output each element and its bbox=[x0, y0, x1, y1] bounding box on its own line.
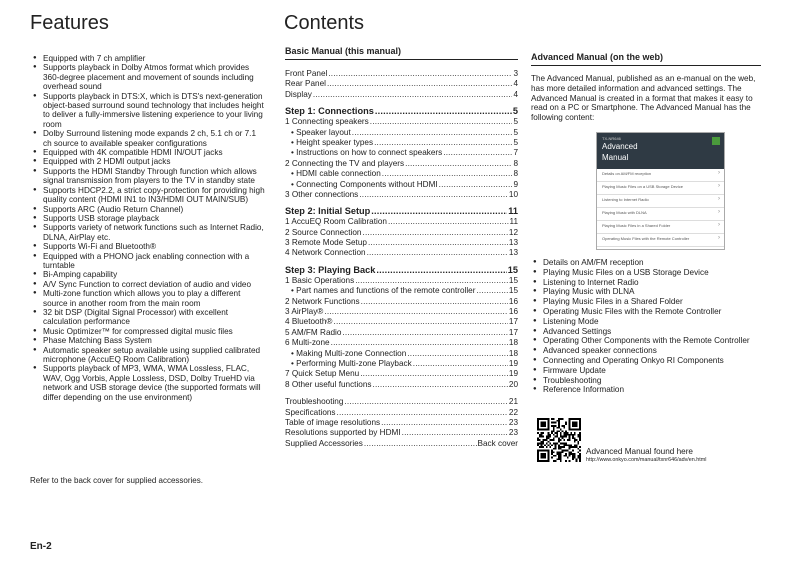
toc-entry-label: 3 Other connections bbox=[285, 189, 359, 199]
contents-title: Contents bbox=[284, 12, 365, 34]
toc-entry-page: 16 bbox=[508, 296, 518, 306]
toc-entry-label: Supplied Accessories bbox=[285, 438, 363, 448]
toc-leader-dots bbox=[333, 317, 507, 327]
advanced-manual-contents bbox=[533, 258, 763, 395]
toc-entry bbox=[285, 369, 518, 379]
qr-label: Advanced Manual found here bbox=[586, 447, 693, 456]
features-title: Features bbox=[30, 12, 109, 34]
toc-entry-page: 13 bbox=[508, 238, 518, 248]
toc-entry-label: 8 Other useful functions bbox=[285, 379, 372, 389]
toc-entry-label: Step 1: Connections bbox=[285, 106, 374, 117]
toc-entry bbox=[285, 228, 518, 238]
toc-entry-label: 7 Quick Setup Menu bbox=[285, 369, 360, 379]
toc-entry-label: • Height speaker types bbox=[291, 137, 374, 147]
feature-item: ● Bi-Amping capability bbox=[33, 270, 265, 279]
toc-entry bbox=[285, 286, 518, 296]
toc-entry-page: 15 bbox=[507, 264, 518, 275]
toc-entry bbox=[285, 380, 518, 390]
toc-entry-page: 19 bbox=[508, 369, 518, 379]
toc-leader-dots bbox=[476, 286, 507, 296]
toc-entry bbox=[285, 248, 518, 258]
toc-leader-dots bbox=[352, 128, 513, 138]
toc-entry bbox=[285, 69, 518, 79]
toc-entry-page: 22 bbox=[508, 407, 518, 417]
toc-entries bbox=[285, 69, 518, 449]
advanced-content-item: ● Playing Music Files on a USB Storage Device bbox=[533, 268, 763, 278]
toc-entry-label: 3 Remote Mode Setup bbox=[285, 238, 367, 248]
feature-item: ● Supports variety of network functions such as Internet Radio, DLNA, AirPlay etc. bbox=[33, 223, 265, 242]
toc-entry-label: 4 Bluetooth® bbox=[285, 317, 333, 327]
toc-entry-label: Troubleshooting bbox=[285, 397, 344, 407]
advanced-content-item: ● Details on AM/FM reception bbox=[533, 258, 763, 268]
advanced-content-item: ● Playing Music Files in a Shared Folder bbox=[533, 297, 763, 307]
feature-item: ● Equipped with a PHONO jack enabling connection with a turntable bbox=[33, 252, 265, 271]
advanced-content-item: ● Connecting and Operating Onkyo RI Components bbox=[533, 356, 763, 366]
toc-entry bbox=[285, 408, 518, 418]
toc-entry-page: 9 bbox=[513, 179, 518, 189]
toc-entry bbox=[285, 180, 518, 190]
feature-item: ● Equipped with 4K compatible HDMI IN/OUT jacks bbox=[33, 148, 265, 157]
advanced-manual-description: The Advanced Manual, published as an e-manual on the web, has more detailed information and advanced settings. The Advanced Manual is created in a format that makes it easy to read on a PC or Smartphone. The Advanced Manual has the following content: bbox=[531, 74, 756, 123]
toc-entry-page: 20 bbox=[508, 379, 518, 389]
preview-header bbox=[597, 133, 724, 169]
toc-entry bbox=[285, 117, 518, 127]
toc-entry bbox=[285, 90, 518, 100]
toc-entry bbox=[285, 307, 518, 317]
page-number: En-2 bbox=[30, 541, 52, 552]
preview-menu-item: Playing Music Files in a Shared Folder › bbox=[597, 221, 724, 234]
feature-item: ● Equipped with 2 HDMI output jacks bbox=[33, 157, 265, 166]
toc-entry-label: • HDMI cable connection bbox=[291, 169, 381, 179]
toc-entry-label: 6 Multi-zone bbox=[285, 338, 330, 348]
toc-leader-dots bbox=[344, 397, 507, 407]
toc-entry-label: 3 AirPlay® bbox=[285, 307, 324, 317]
preview-title-line2: Manual bbox=[602, 152, 629, 162]
toc-entry-page: 23 bbox=[508, 428, 518, 438]
preview-menu-item: Playing Music with DLNA › bbox=[597, 208, 724, 221]
preview-menu-item: Operating Music Files with the Remote Controller › bbox=[597, 234, 724, 247]
toc-entry-label: 2 Connecting the TV and players bbox=[285, 158, 405, 168]
toc-entry-page: 23 bbox=[508, 417, 518, 427]
toc-entry bbox=[285, 217, 518, 227]
feature-item: ● Music Optimizer™ for compressed digital music files bbox=[33, 327, 265, 336]
toc-entry-page: 5 bbox=[512, 106, 518, 117]
toc-entry-label: • Instructions on how to connect speakers bbox=[291, 148, 443, 158]
advanced-content-item: ● Listening to Internet Radio bbox=[533, 278, 763, 288]
advanced-content-item: ● Operating Other Components with the Remote Controller bbox=[533, 336, 763, 346]
toc-entry-label: Table of image resolutions bbox=[285, 417, 381, 427]
toc-entry-page: 11 bbox=[508, 206, 518, 217]
preview-menu-item: Playing Music Files on a USB Storage Device › bbox=[597, 182, 724, 195]
toc-entry-label: 1 Basic Operations bbox=[285, 275, 355, 285]
preview-menu-item: Details on AM/FM reception › bbox=[597, 169, 724, 182]
toc-entry bbox=[285, 190, 518, 200]
toc-leader-dots bbox=[376, 264, 506, 276]
toc-entry-label: • Speaker layout bbox=[291, 127, 351, 137]
advanced-content-item: ● Listening Mode bbox=[533, 317, 763, 327]
toc-entry-page: 16 bbox=[508, 307, 518, 317]
toc-leader-dots bbox=[355, 276, 508, 286]
toc-leader-dots bbox=[328, 69, 512, 79]
toc-leader-dots bbox=[337, 408, 508, 418]
toc-entry-label: Specifications bbox=[285, 407, 336, 417]
toc-entry-page: 18 bbox=[508, 348, 518, 358]
toc-leader-dots bbox=[381, 418, 508, 428]
toc-entry-label: Resolutions supported by HDMI bbox=[285, 428, 401, 438]
toc-step-heading bbox=[285, 105, 518, 117]
toc-entry bbox=[285, 148, 518, 158]
basic-manual-header: Basic Manual (this manual) bbox=[285, 44, 518, 60]
toc-leader-dots bbox=[364, 439, 477, 449]
toc-entry bbox=[285, 238, 518, 248]
toc-entry bbox=[285, 349, 518, 359]
toc-leader-dots bbox=[361, 297, 508, 307]
toc-entry bbox=[285, 128, 518, 138]
accessories-note: Refer to the back cover for supplied accessories. bbox=[30, 476, 203, 485]
toc-leader-dots bbox=[439, 180, 513, 190]
advanced-content-item: ● Reference Information bbox=[533, 385, 763, 395]
toc-leader-dots bbox=[405, 159, 512, 169]
preview-model: TX-NR646 bbox=[602, 136, 621, 141]
advanced-content-item: ● Firmware Update bbox=[533, 366, 763, 376]
toc-entry bbox=[285, 159, 518, 169]
toc-entry bbox=[285, 328, 518, 338]
toc-entry bbox=[285, 297, 518, 307]
features-list bbox=[33, 54, 265, 402]
feature-item: ● Multi-zone function which allows you to play a different source in another room from the main room bbox=[33, 289, 265, 308]
toc-entry bbox=[285, 418, 518, 428]
toc-entry-page: 12 bbox=[508, 227, 518, 237]
feature-item: ● Supports HDCP2.2, a strict copy-protection for providing high quality content (HDMI IN1 to IN3/HDMI OUT MAIN/SUB) bbox=[33, 186, 265, 205]
toc-entry-page: 4 bbox=[513, 79, 518, 89]
toc-entry-label: • Performing Multi-zone Playback bbox=[291, 358, 412, 368]
advanced-manual-section bbox=[531, 44, 761, 123]
feature-item: ● Automatic speaker setup available using supplied calibrated microphone (AccuEQ Room Calibration) bbox=[33, 346, 265, 365]
toc-entry bbox=[285, 439, 518, 449]
toc-entry-page: 21 bbox=[508, 397, 518, 407]
settings-icon bbox=[712, 137, 720, 145]
toc-entry-label: 2 Source Connection bbox=[285, 227, 362, 237]
toc-entry-page: 5 bbox=[513, 127, 518, 137]
feature-item: ● Supports the HDMI Standby Through function which allows signal transmission from players to the TV in standby state bbox=[33, 167, 265, 186]
toc-leader-dots bbox=[327, 79, 512, 89]
toc-leader-dots bbox=[413, 359, 508, 369]
toc-leader-dots bbox=[443, 148, 512, 158]
toc-entry-page: 17 bbox=[508, 317, 518, 327]
feature-item: ● Supports USB storage playback bbox=[33, 214, 265, 223]
feature-item: ● A/V Sync Function to correct deviation of audio and video bbox=[33, 280, 265, 289]
feature-item: ● Supports playback in DTS:X, which is DTS's next-generation object-based surround sound technology that includes height to deliver a fully-immersive listening experience to your living room bbox=[33, 92, 265, 130]
feature-item: ● Supports Wi-Fi and Bluetooth® bbox=[33, 242, 265, 251]
toc-entry-label: • Making Multi-zone Connection bbox=[291, 348, 407, 358]
toc-step-heading bbox=[285, 205, 518, 217]
preview-title-line1: Advanced bbox=[602, 142, 638, 151]
preview-items bbox=[597, 169, 724, 247]
toc-leader-dots bbox=[374, 138, 512, 148]
toc-entry-page: 5 bbox=[513, 117, 518, 127]
toc-leader-dots bbox=[359, 190, 508, 200]
toc-entry-label: Display bbox=[285, 89, 312, 99]
toc-entry-label: Rear Panel bbox=[285, 79, 326, 89]
toc-entry bbox=[285, 138, 518, 148]
toc-leader-dots bbox=[371, 205, 507, 217]
toc-leader-dots bbox=[372, 380, 507, 390]
toc-leader-dots bbox=[375, 105, 512, 117]
toc-leader-dots bbox=[368, 238, 508, 248]
feature-item: ● Phase Matching Bass System bbox=[33, 336, 265, 345]
toc-entry-label: 5 AM/FM Radio bbox=[285, 327, 342, 337]
toc-leader-dots bbox=[324, 307, 508, 317]
toc-entry-label: 1 AccuEQ Room Calibration bbox=[285, 217, 387, 227]
toc-entry bbox=[285, 169, 518, 179]
advanced-content-item: ● Advanced speaker connections bbox=[533, 346, 763, 356]
toc-entry-page: 4 bbox=[513, 89, 518, 99]
toc-entry-page: 10 bbox=[508, 189, 518, 199]
toc-entry-page: 19 bbox=[508, 358, 518, 368]
toc-entry bbox=[285, 276, 518, 286]
advanced-content-item: ● Playing Music with DLNA bbox=[533, 287, 763, 297]
toc-leader-dots bbox=[382, 169, 513, 179]
toc-leader-dots bbox=[407, 349, 508, 359]
feature-item: ● 32 bit DSP (Digital Signal Processor) with excellent calculation performance bbox=[33, 308, 265, 327]
advanced-manual-preview-image bbox=[596, 132, 725, 250]
toc-leader-dots bbox=[313, 90, 513, 100]
toc-leader-dots bbox=[342, 328, 507, 338]
feature-item: ● Equipped with 7 ch amplifier bbox=[33, 54, 265, 63]
preview-menu-item: Listening to Internet Radio › bbox=[597, 195, 724, 208]
toc-entry-page: 17 bbox=[508, 327, 518, 337]
toc-entry-page: Back cover bbox=[477, 438, 518, 448]
table-of-contents bbox=[285, 44, 518, 449]
toc-entry bbox=[285, 359, 518, 369]
qr-code-icon bbox=[537, 418, 581, 462]
toc-entry-page: 8 bbox=[513, 169, 518, 179]
toc-entry-page: 13 bbox=[508, 248, 518, 258]
feature-item: ● Supports playback in Dolby Atmos format which provides 360-degree placement and movement of sounds including overhead sound bbox=[33, 63, 265, 91]
feature-item: ● Dolby Surround listening mode expands 2 ch, 5.1 ch or 7.1 ch source to available speaker configurations bbox=[33, 129, 265, 148]
advanced-content-item: ● Advanced Settings bbox=[533, 327, 763, 337]
toc-entry-page: 3 bbox=[513, 68, 518, 78]
toc-entry-label: Front Panel bbox=[285, 68, 328, 78]
toc-entry-label: Step 2: Initial Setup bbox=[285, 206, 371, 217]
toc-entry bbox=[285, 338, 518, 348]
toc-entry-page: 7 bbox=[513, 148, 518, 158]
advanced-content-item: ● Operating Music Files with the Remote Controller bbox=[533, 307, 763, 317]
toc-entry bbox=[285, 79, 518, 89]
toc-leader-dots bbox=[360, 369, 508, 379]
toc-entry-label: 1 Connecting speakers bbox=[285, 117, 369, 127]
toc-entry-label: Step 3: Playing Back bbox=[285, 264, 376, 275]
toc-entry-label: 4 Network Connection bbox=[285, 248, 366, 258]
toc-entry-page: 15 bbox=[508, 286, 518, 296]
toc-entry bbox=[285, 397, 518, 407]
toc-entry-label: • Part names and functions of the remote controller bbox=[291, 286, 476, 296]
toc-leader-dots bbox=[331, 338, 508, 348]
toc-entry-label: 2 Network Functions bbox=[285, 296, 360, 306]
toc-entry bbox=[285, 317, 518, 327]
toc-entry bbox=[285, 428, 518, 438]
advanced-manual-url: http://www.onkyo.com/manual/txnr646/adv/en.html bbox=[586, 457, 707, 463]
toc-entry-label: • Connecting Components without HDMI bbox=[291, 179, 438, 189]
toc-leader-dots bbox=[388, 217, 509, 227]
feature-item: ● Supports playback of MP3, WMA, WMA Lossless, FLAC, WAV, Ogg Vorbis, Apple Lossless, DSD, Dolby TrueHD via network and USB storage device (the supported formats will differ depending on the use environment) bbox=[33, 364, 265, 402]
toc-entry-page: 8 bbox=[513, 158, 518, 168]
toc-entry-page: 15 bbox=[508, 275, 518, 285]
feature-item: ● Supports ARC (Audio Return Channel) bbox=[33, 205, 265, 214]
toc-leader-dots bbox=[367, 248, 508, 258]
toc-step-heading bbox=[285, 264, 518, 276]
toc-entry-page: 5 bbox=[513, 137, 518, 147]
toc-leader-dots bbox=[370, 117, 513, 127]
toc-entry-page: 11 bbox=[509, 217, 518, 227]
toc-leader-dots bbox=[402, 428, 508, 438]
advanced-content-item: ● Troubleshooting bbox=[533, 376, 763, 386]
toc-leader-dots bbox=[362, 228, 507, 238]
advanced-manual-header: Advanced Manual (on the web) bbox=[531, 44, 761, 66]
toc-entry-page: 18 bbox=[508, 338, 518, 348]
